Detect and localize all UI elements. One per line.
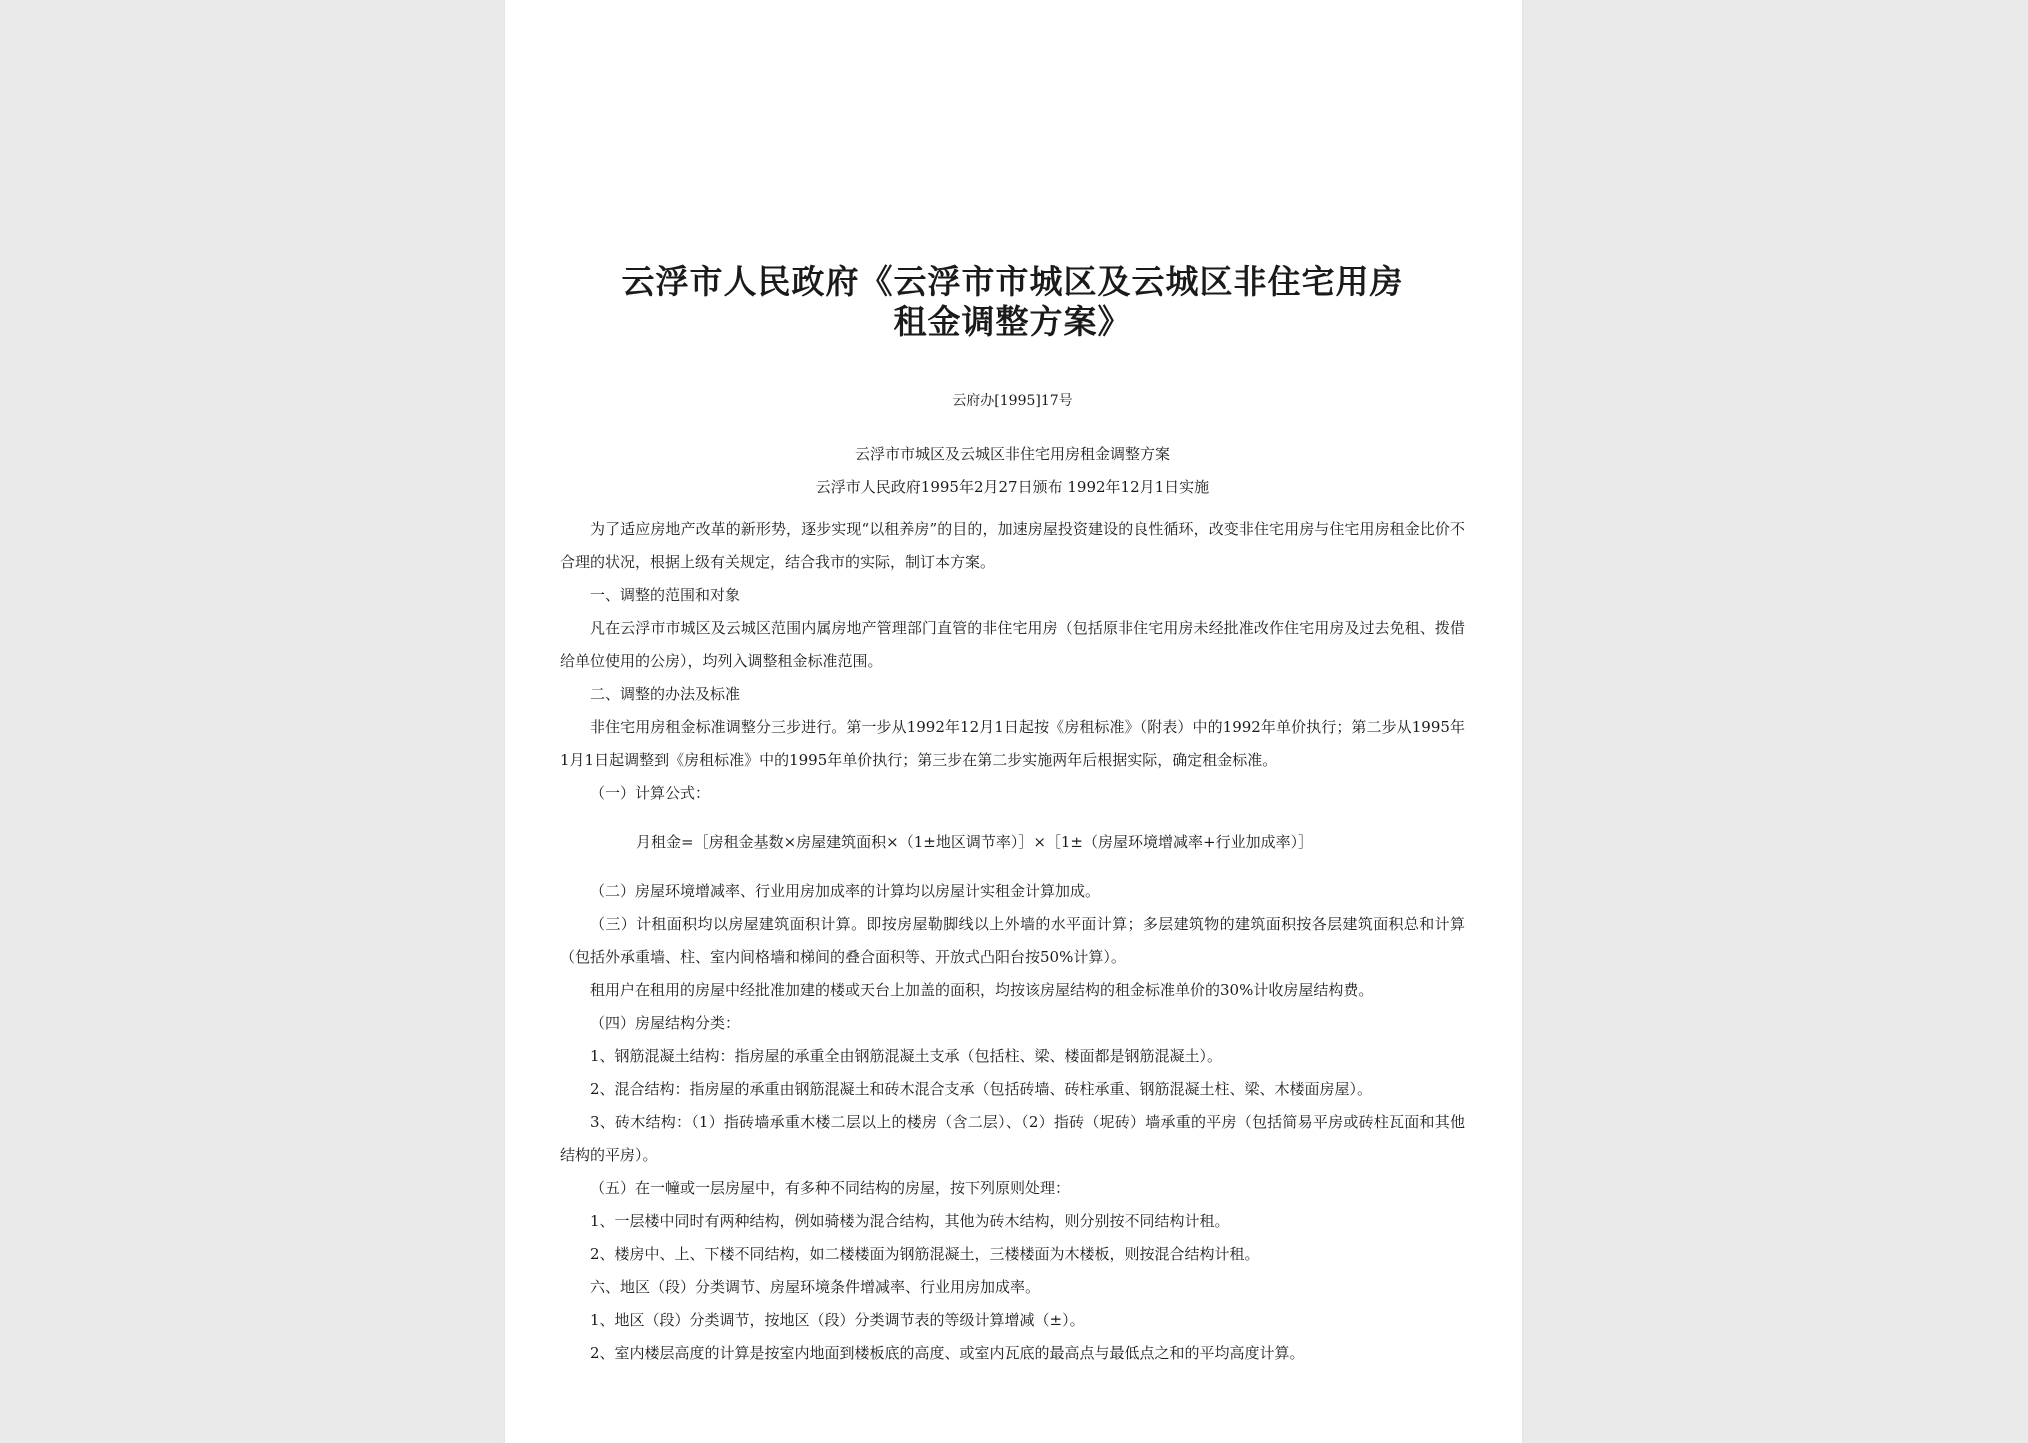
list-item: 1、地区（段）分类调节，按地区（段）分类调节表的等级计算增减（±）。 bbox=[590, 1311, 1085, 1329]
section-heading-2: 二、调整的办法及标准 bbox=[590, 685, 741, 703]
document-title bbox=[560, 262, 1465, 342]
document-subtitle bbox=[560, 438, 1465, 504]
list-item: 3、砖木结构：（1）指砖墙承重木楼二层以上的楼房（含二层）、（2）指砖（坭砖）墙承重的平房（包括简易平房或砖柱瓦面和其他结构的平房）。 bbox=[560, 1113, 1465, 1164]
rent-formula: 月租金=［房租金基数×房屋建筑面积×（1±地区调节率）］×［1±（房屋环境增减率+行业加成率）］ bbox=[636, 833, 1314, 851]
subsection-heading: （一）计算公式： bbox=[590, 784, 711, 802]
document-body bbox=[560, 513, 1465, 1370]
list-item: 2、室内楼层高度的计算是按室内地面到楼板底的高度、或室内瓦底的最高点与最低点之和的平均高度计算。 bbox=[590, 1344, 1305, 1362]
list-item: 1、一层楼中同时有两种结构，例如骑楼为混合结构，其他为砖木结构，则分别按不同结构计租。 bbox=[590, 1212, 1230, 1230]
document-page bbox=[505, 0, 1522, 1443]
section-heading-6: 六、地区（段）分类调节、房屋环境条件增减率、行业用房加成率。 bbox=[590, 1278, 1041, 1296]
paragraph-intro: 为了适应房地产改革的新形势，逐步实现“以租养房”的目的，加速房屋投资建设的良性循环，改变非住宅用房与住宅用房租金比价不合理的状况，根据上级有关规定，结合我市的实际，制订本方案。 bbox=[560, 520, 1465, 571]
paragraph: 非住宅用房租金标准调整分三步进行。第一步从1992年12月1日起按《房租标准》（附表）中的1992年单价执行；第二步从1995年1月1日起调整到《房租标准》中的1995年单价执行；第三步在第二步实施两年后根据实际，确定租金标准。 bbox=[560, 718, 1465, 769]
subsection-heading: （四）房屋结构分类： bbox=[590, 1014, 741, 1032]
title-line-1: 云浮市人民政府《云浮市市城区及云城区非住宅用房 bbox=[621, 262, 1404, 301]
paragraph: 租用户在租用的房屋中经批准加建的楼或天台上加盖的面积，均按该房屋结构的租金标准单价的30%计收房屋结构费。 bbox=[590, 981, 1374, 999]
document-number: 云府办[1995]17号 bbox=[952, 393, 1073, 409]
list-item: 2、混合结构：指房屋的承重由钢筋混凝土和砖木混合支承（包括砖墙、砖柱承重、钢筋混凝土柱、梁、木楼面房屋）。 bbox=[590, 1080, 1373, 1098]
subsection-heading: （五）在一幢或一层房屋中，有多种不同结构的房屋，按下列原则处理： bbox=[590, 1179, 1071, 1197]
paragraph: （二）房屋环境增减率、行业用房加成率的计算均以房屋计实租金计算加成。 bbox=[590, 882, 1101, 900]
subtitle-line-1: 云浮市市城区及云城区非住宅用房租金调整方案 bbox=[854, 445, 1170, 463]
section-heading-1: 一、调整的范围和对象 bbox=[590, 586, 741, 604]
list-item: 2、楼房中、上、下楼不同结构，如二楼楼面为钢筋混凝土，三楼楼面为木楼板，则按混合结构计租。 bbox=[590, 1245, 1260, 1263]
title-line-2: 租金调整方案》 bbox=[893, 302, 1132, 341]
paragraph: （三）计租面积均以房屋建筑面积计算。即按房屋勒脚线以上外墙的水平面计算；多层建筑物的建筑面积按各层建筑面积总和计算（包括外承重墙、柱、室内间格墙和梯间的叠合面积等、开放式凸阳台按50%计算）。 bbox=[560, 915, 1465, 966]
paragraph: 凡在云浮市市城区及云城区范围内属房地产管理部门直管的非住宅用房（包括原非住宅用房未经批准改作住宅用房及过去免租、拨借给单位使用的公房），均列入调整租金标准范围。 bbox=[560, 619, 1465, 670]
subtitle-line-2: 云浮市人民政府1995年2月27日颁布 1992年12月1日实施 bbox=[815, 478, 1210, 496]
list-item: 1、钢筋混凝土结构：指房屋的承重全由钢筋混凝土支承（包括柱、梁、楼面都是钢筋混凝土）。 bbox=[590, 1047, 1223, 1065]
